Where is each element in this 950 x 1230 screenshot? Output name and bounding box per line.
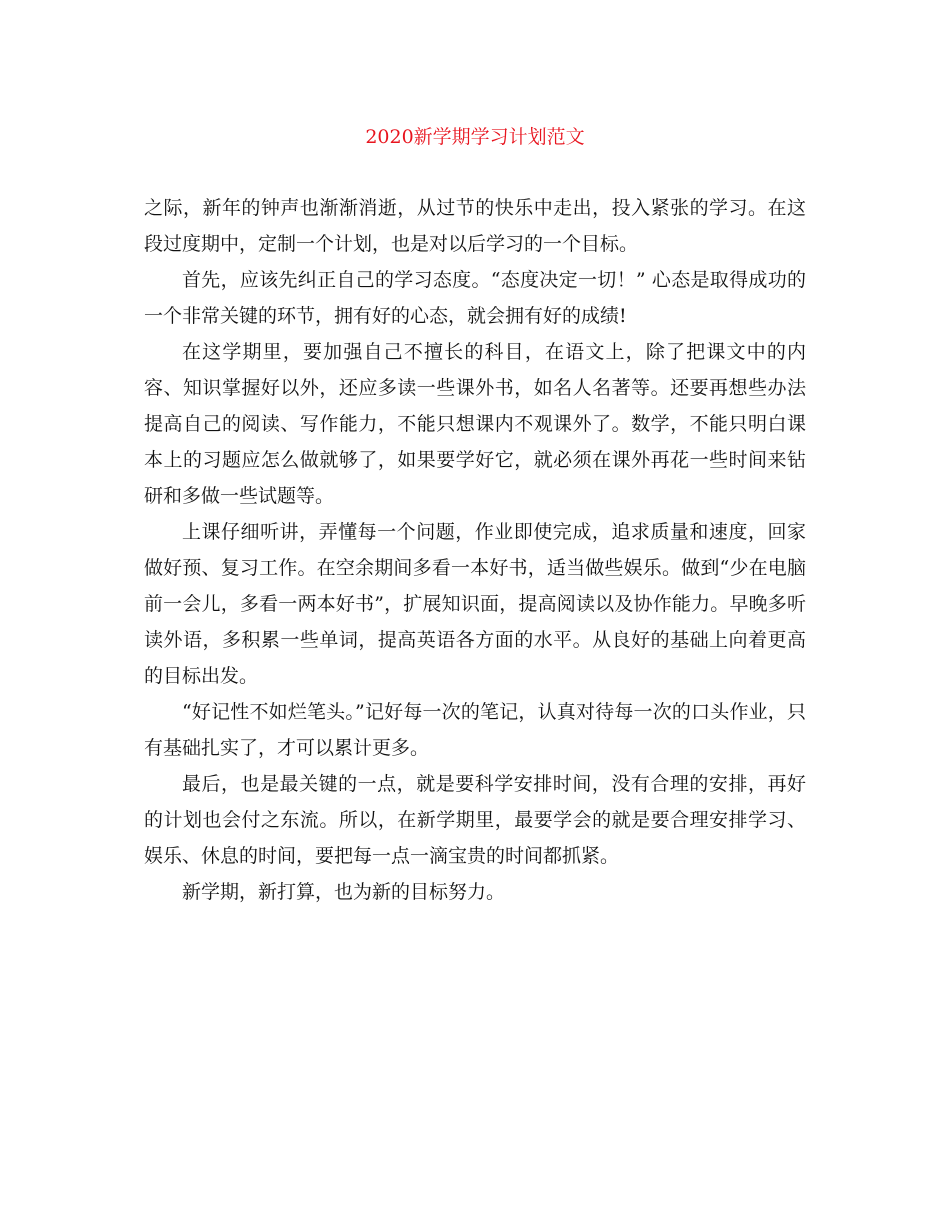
paragraph-class-habits: 上课仔细听讲，弄懂每一个问题，作业即使完成，追求质量和速度，回家做好预、复习工作。在空余期间多看一本好书，适当做些娱乐。做到“少在电脑前一会儿，多看一两本好书”，扩展知识面，提高阅读以及协作能力。早晚多听读外语，多积累一些单词，提高英语各方面的水平。从良好的基础上向着更高的目标出发。 (144, 521, 806, 687)
paragraph-conclusion: 新学期，新打算，也为新的目标努力。 (182, 881, 506, 903)
document-body (144, 190, 806, 910)
document-title: 2020新学期学习计划范文 (365, 126, 585, 148)
paragraph-notes: “好记性不如烂笔头。”记好每一次的笔记，认真对待每一次的口头作业，只有基础扎实了，才可以累计更多。 (144, 701, 806, 759)
paragraph-time-management: 最后，也是最关键的一点，就是要科学安排时间，没有合理的安排，再好的计划也会付之东流。所以，在新学期里，最要学会的就是要合理安排学习、娱乐、休息的时间，要把每一点一滴宝贵的时间都抓紧。 (144, 773, 806, 867)
paragraph-subjects: 在这学期里，要加强自己不擅长的科目，在语文上，除了把课文中的内容、知识掌握好以外，还应多读一些课外书，如名人名著等。还要再想些办法提高自己的阅读、写作能力，不能只想课内不观课外了。数学，不能只明白课本上的习题应怎么做就够了，如果要学好它，就必须在课外再花一些时间来钻研和多做一些试题等。 (144, 341, 806, 507)
paragraph-intro: 之际，新年的钟声也渐渐消逝，从过节的快乐中走出，投入紧张的学习。在这段过度期中，定制一个计划，也是对以后学习的一个目标。 (144, 197, 806, 255)
paragraph-attitude: 首先，应该先纠正自己的学习态度。“态度决定一切！” 心态是取得成功的一个非常关键的环节，拥有好的心态，就会拥有好的成绩! (144, 269, 806, 327)
